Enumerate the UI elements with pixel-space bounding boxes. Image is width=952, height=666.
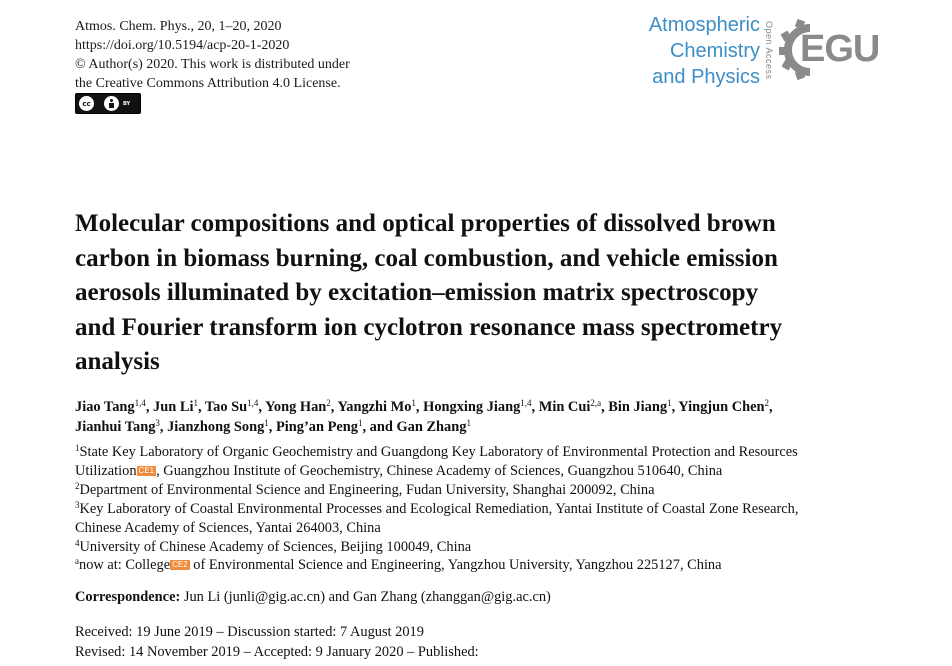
author[interactable]: Jun Li$^1$ bbox=[153, 398, 198, 415]
history-line: Received: 19 June 2019 – Discussion started: 7 August 2019 bbox=[75, 624, 424, 640]
article-history bbox=[75, 623, 479, 662]
egu-logo bbox=[778, 16, 880, 82]
citation-doi-link[interactable]: https://doi.org/10.5194/acp-20-1-2020 bbox=[75, 38, 290, 53]
title-line: aerosols illuminated by excitation–emission matrix spectroscopy bbox=[75, 279, 759, 306]
person-icon bbox=[104, 96, 119, 111]
journal-name-line: Chemistry bbox=[669, 40, 760, 62]
author[interactable]: Yingjun Chen$^2$ bbox=[678, 398, 769, 415]
author[interactable]: Gan Zhang$^1$ bbox=[396, 418, 471, 435]
title-line: carbon in biomass burning, coal combustion, and vehicle emission bbox=[75, 244, 778, 272]
affiliation-1-cont: Utilization CE1 , Guangzhou Institute of Geochemistry, Chinese Academy of Sciences, Guangzhou 510640, China bbox=[75, 462, 723, 479]
author[interactable]: Tao Su$^{1,4}$ bbox=[204, 398, 259, 415]
author[interactable]: Yong Han$^2$ bbox=[265, 398, 331, 415]
open-access-label: Open Access bbox=[764, 20, 774, 80]
affiliation-list bbox=[75, 443, 885, 575]
title-line: analysis bbox=[75, 348, 160, 375]
author[interactable]: Min Cui$^{2,a}$ bbox=[538, 398, 602, 415]
author[interactable]: Bin Jiang$^1$ bbox=[608, 398, 672, 415]
journal-name bbox=[628, 12, 760, 90]
by-label: BY bbox=[123, 100, 131, 107]
affiliation-3: $^3$Key Laboratory of Coastal Environmental Processes and Ecological Remediation, Yantai Institute of Coastal Zone Research, bbox=[75, 499, 799, 517]
author[interactable]: Ping’an Peng$^1$ bbox=[276, 418, 363, 435]
title-line: Molecular compositions and optical properties of dissolved brown bbox=[75, 210, 776, 237]
copyedit-marker[interactable]: CE1 bbox=[138, 465, 155, 475]
author[interactable]: Jianzhong Song$^1$ bbox=[167, 418, 269, 435]
affiliation-2: $^2$Department of Environmental Science and Engineering, Fudan University, Shanghai 200092, China bbox=[75, 480, 655, 498]
correspondence bbox=[75, 588, 551, 607]
title-line: and Fourier transform ion cyclotron resonance mass spectrometry bbox=[75, 313, 783, 341]
affiliation-4: $^4$University of Chinese Academy of Sciences, Beijing 100049, China bbox=[75, 537, 472, 555]
affiliation-3-cont: Chinese Academy of Sciences, Yantai 264003, China bbox=[75, 519, 381, 536]
citation-copyright: © Author(s) 2020. This work is distributed under bbox=[75, 57, 350, 72]
author[interactable]: Jiao Tang$^{1,4}$ bbox=[75, 398, 146, 415]
citation-license: the Creative Commons Attribution 4.0 License. bbox=[75, 76, 341, 91]
cc-by-license-badge[interactable] bbox=[75, 93, 141, 114]
correspondence-text[interactable]: Jun Li (junli@gig.ac.cn) and Gan Zhang (zhanggan@gig.ac.cn) bbox=[180, 589, 551, 605]
author[interactable]: Hongxing Jiang$^{1,4}$ bbox=[423, 398, 532, 415]
egu-logo-text: EGU bbox=[800, 28, 880, 70]
affiliation-a: $^a$now at: College CE2 of Environmental Science and Engineering, Yangzhou University, Yangzhou 225127, China bbox=[75, 556, 722, 574]
citation-block bbox=[75, 17, 350, 93]
affiliation-1: $^1$State Key Laboratory of Organic Geochemistry and Guangdong Key Laboratory of Environmental Protection and Resources bbox=[75, 443, 798, 460]
citation-journal: Atmos. Chem. Phys., 20, 1–20, 2020 bbox=[75, 19, 282, 34]
cc-icon: cc bbox=[79, 96, 94, 111]
correspondence-label: Correspondence: bbox=[75, 589, 181, 605]
author-list: Jiao Tang$^{1,4}$, Jun Li$^1$, Tao Su$^{1,4}$, Yong Han$^2$, Yangzhi Mo$^1$, Hongxing Jiang$^{1,4}$, Min Cui$^{2,a}$, Bin Jiang$^1$, Yingjun Chen$^2$, Jianhui Tang$^3$, Jianzhong Song$^1$, Ping’an Peng$^1$, and Gan Zhang$^1$ bbox=[75, 398, 773, 435]
author[interactable]: Yangzhi Mo$^1$ bbox=[337, 398, 416, 415]
journal-name-line: and Physics bbox=[652, 66, 760, 88]
article-title bbox=[75, 207, 895, 380]
journal-name-line: Atmospheric bbox=[648, 14, 760, 36]
copyedit-marker[interactable]: CE2 bbox=[172, 560, 188, 570]
history-line: Revised: 14 November 2019 – Accepted: 9 January 2020 – Published: bbox=[75, 643, 479, 660]
author[interactable]: Jianhui Tang$^3$ bbox=[75, 418, 160, 435]
